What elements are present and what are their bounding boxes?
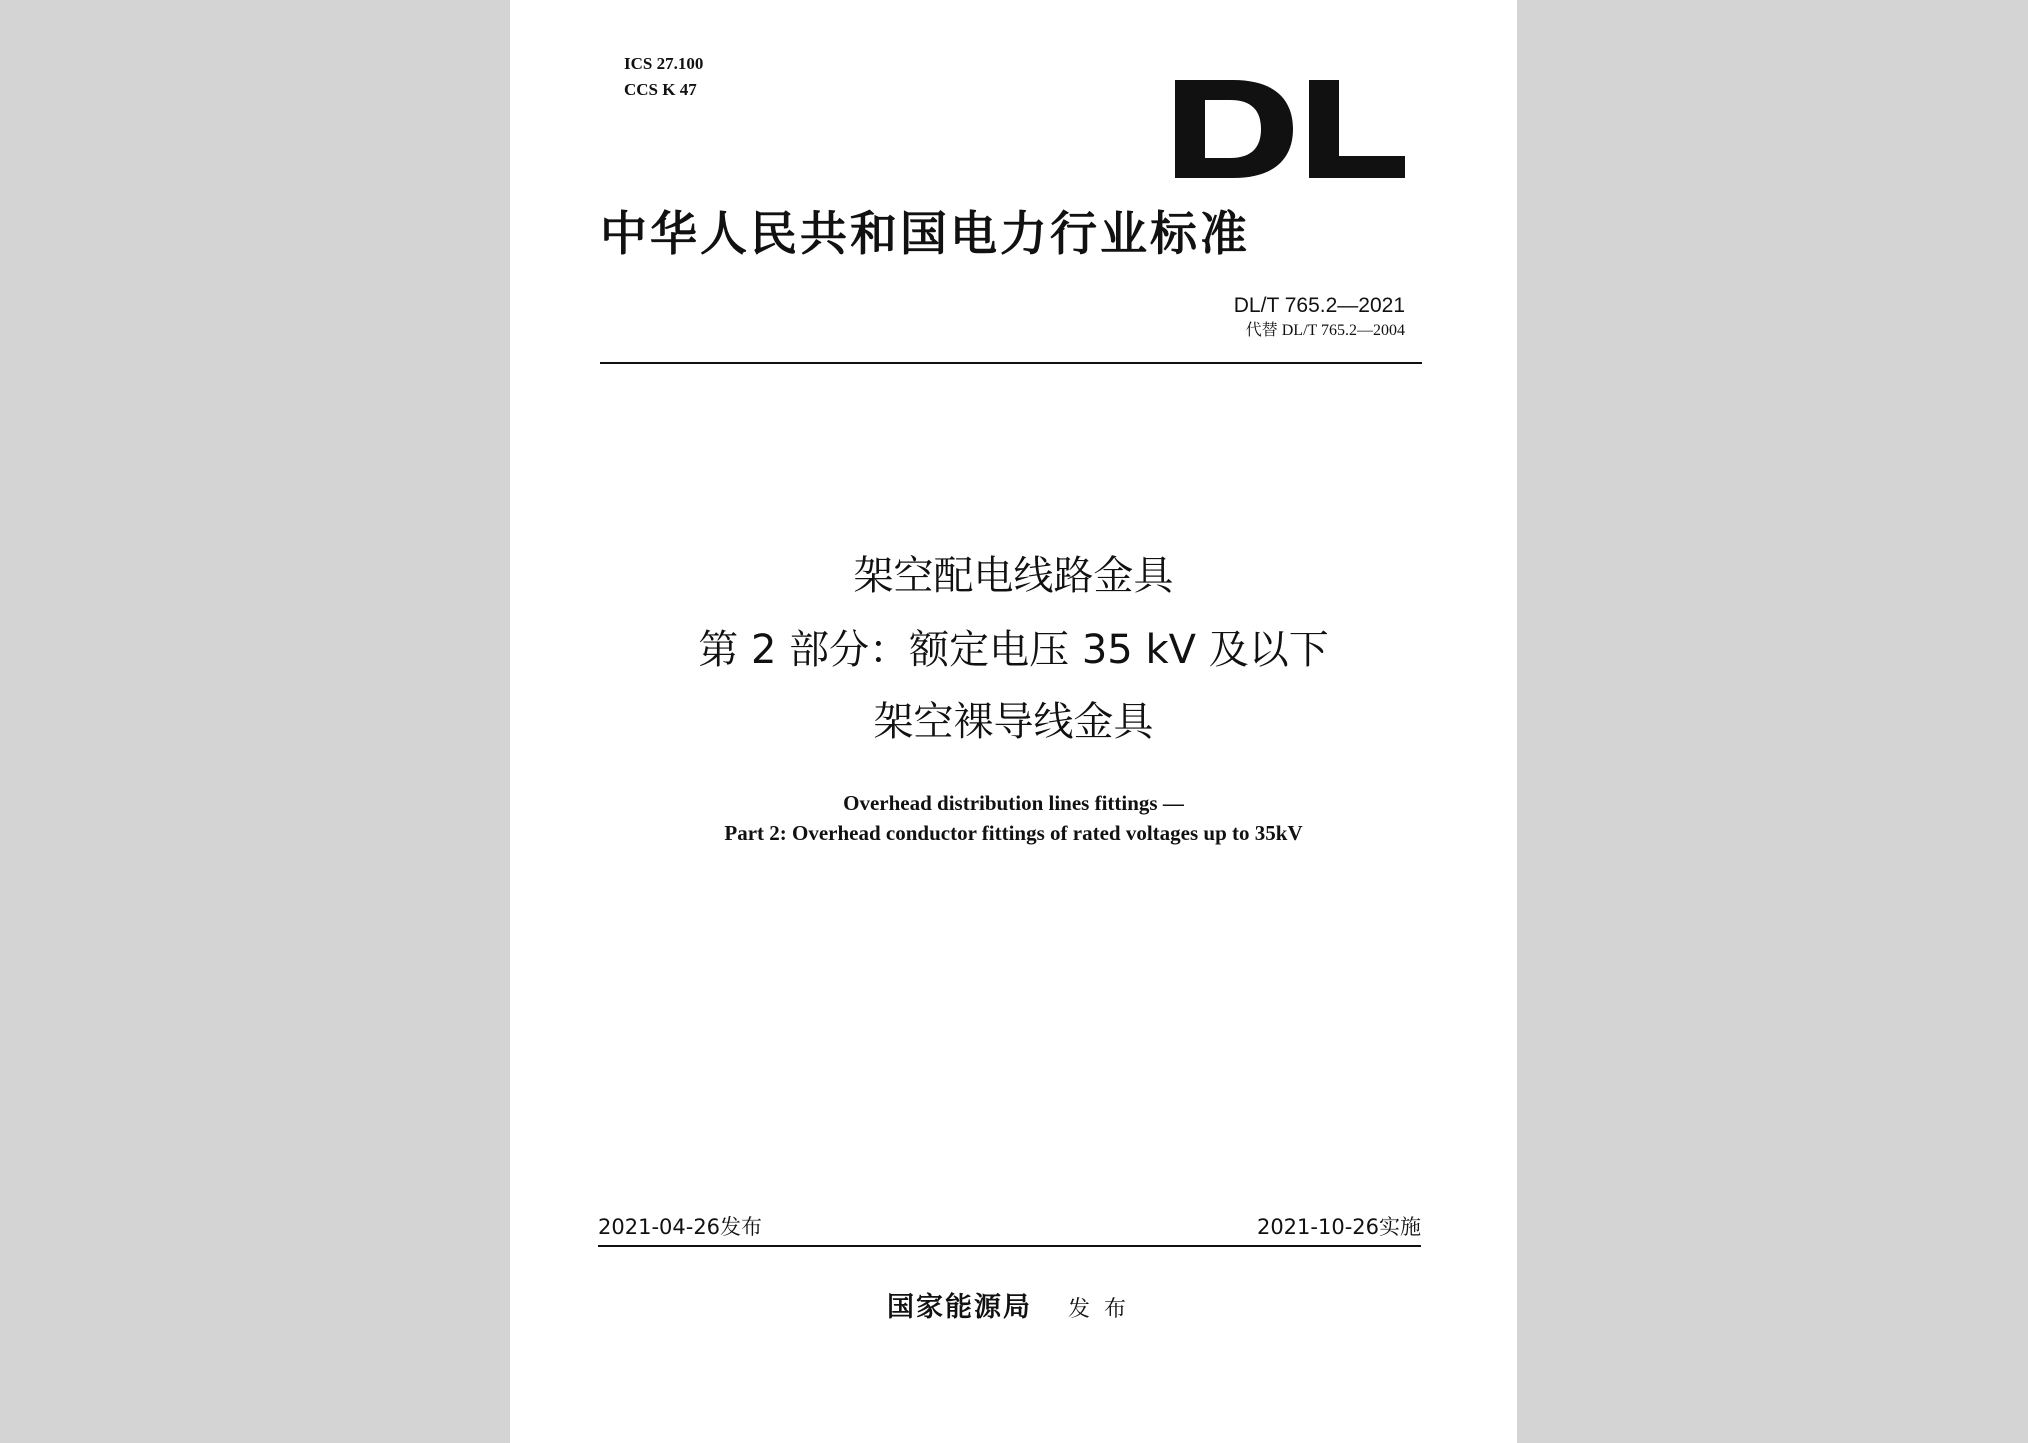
publisher-line — [510, 1290, 1517, 1328]
publish-action: 发布 — [1067, 1297, 1140, 1322]
bottom-divider — [598, 1245, 1421, 1247]
ccs-code: CCS K 47 — [624, 80, 697, 99]
implementation-date: 2021-10-26实施 — [1256, 1215, 1421, 1239]
issue-date: 2021-04-26发布 — [598, 1215, 763, 1239]
dl-logo-l-shape — [1309, 80, 1405, 178]
ics-code: ICS 27.100 — [624, 54, 704, 73]
english-title-line-2: Part 2: Overhead conductor fittings of rated voltages up to 35kV — [724, 821, 1303, 845]
document-cover-page — [510, 0, 1517, 1443]
issuing-authority-title: 中华人民共和国电力行业标准 — [600, 207, 1250, 262]
chinese-title-line-2: 第 2 部分：额定电压 35 kV 及以下 — [698, 627, 1329, 673]
top-divider — [600, 362, 1422, 364]
dl-logo-d-shape — [1175, 80, 1293, 178]
dl-logo — [1175, 80, 1405, 178]
chinese-title-line-3: 架空裸导线金具 — [873, 699, 1154, 745]
publisher-name: 国家能源局 — [886, 1292, 1032, 1323]
replaced-standard-number: 代替 DL/T 765.2—2004 — [1245, 322, 1405, 339]
english-title-line-1: Overhead distribution lines fittings — — [843, 791, 1184, 815]
standard-number: DL/T 765.2—2021 — [1233, 294, 1405, 317]
chinese-title-line-1: 架空配电线路金具 — [853, 553, 1174, 599]
